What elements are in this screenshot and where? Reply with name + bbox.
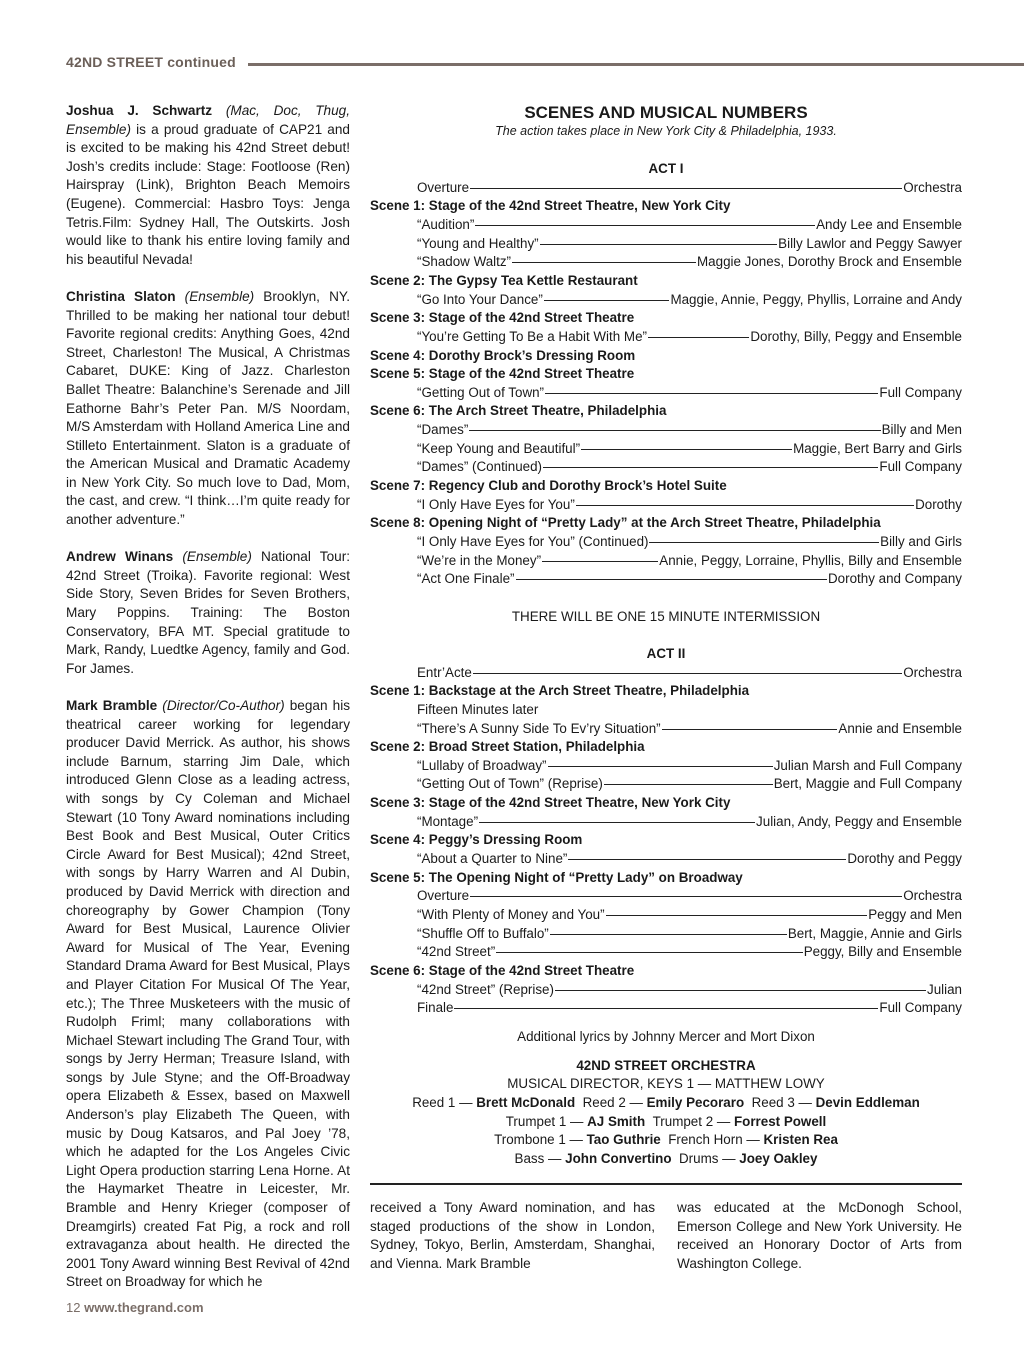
performers: Dorothy [915,496,962,512]
bio-text: is a proud graduate of CAP21 and is excited to be making his 42nd Street debut! Josh’s credits include: Stage: Footloose (Ren) Hairspray (Link), Brighton Beach Memoirs (Eugene). Commercial: Hasbro Toys: Jenga Tetris.Film: Sydney Hall, The Outskirts. Josh would like to thank his entire loving family and his beautiful Nevada! [66,121,350,267]
scene-heading: Scene 6: Stage of the 42nd Street Theatre [370,962,635,978]
musical-number [370,664,962,683]
leader-line [473,673,902,674]
orchestra-credits [370,1131,962,1150]
bio-role: (Director/Co-Author) [162,698,285,713]
bio-role: (Mac, Doc, Thug, Ensemble) [66,103,351,137]
song-title: “I Only Have Eyes for You” (Continued) [417,534,649,549]
song-title: “There’s A Sunny Side To Ev’ry Situation” [417,720,661,736]
performers: Andy Lee and Ensemble [816,217,962,232]
leader-line [548,766,773,767]
musician-name: Forrest Powell [733,1113,827,1129]
song-title: “We’re in the Money” [417,552,542,568]
performers: Bert, Maggie, Annie and Girls [787,925,962,941]
program-note: Additional lyrics by Johnny Mercer and Mort Dixon [517,1028,815,1044]
song-title: “Getting Out of Town” [417,384,545,400]
header-title: 42ND STREET continued [66,54,236,70]
musical-number [370,421,962,440]
performers: Peggy, Billy and Ensemble [803,944,962,960]
instrument-label: Reed 1 — [412,1094,477,1110]
scene-note: Fifteen Minutes later [417,701,539,717]
song-title: Overture [417,179,470,195]
musician-name: John Convertino [565,1150,672,1166]
scene-heading: Scene 3: Stage of the 42nd Street Theatre, New York City [370,795,731,811]
musical-number [370,328,962,347]
leader-line [649,542,879,543]
performers: Annie, Peggy, Lorraine, Phyllis, Billy and Ensemble [659,552,962,568]
bio-role: (Ensemble) [182,549,252,565]
instrument-label: Drums — [679,1150,740,1166]
performers: Billy and Girls [880,534,962,549]
bio-paragraph [66,102,350,269]
performers: Bert, Maggie and Full Company [773,776,962,792]
leader-line [544,300,670,301]
bio-text: National Tour: 42nd Street (Troika). Favorite regional: West Side Story, Seven Brides for Seven Brothers, Mary Poppins. Training: The Boston Conservatory, BFA MT. Special gratitude to Mark, Randy, Luedtke Agency, family and God. For James. [66,549,351,676]
song-title: “Montage” [417,813,479,829]
bio-name: Joshua J. Schwartz [66,103,213,118]
song-title: “Act One Finale” [417,571,515,587]
bio-name: Christina Slaton [66,288,176,304]
leader-line [496,952,803,953]
performers: Julian [927,981,962,997]
website-link[interactable]: www.thegrand.com [84,1300,204,1315]
leader-line [542,561,658,562]
scene-heading: Scene 2: Broad Street Station, Philadelphia [370,739,645,755]
song-title: “Lullaby of Broadway” [417,757,547,773]
leader-line [516,579,828,580]
musician-name: Joey Oakley [739,1150,818,1166]
song-title: “Dames” (Continued) [417,459,543,475]
bio-text: began his theatrical career working for legendary producer David Merrick. As author, his shows include Barnum, starring Jim Dale, which introduced Glenn Close as a leading actress, with songs by Cy Coleman and Michael Stewart (10 Tony Award nominations including Best Book and Best Musical, Outer Critics Circle Award for Best Musical); 42nd Street, with songs by Harry Warren and Al Dubin, produced by David Merrick with direction and choreography by Gower Champion (Tony Award for Best Musical, Laurence Olivier Award for Musical of The Year, Evening Standard Drama Award for Best Musical, Plays and Player Citation For Musical Of The Year, etc.); The Three Musketeers with the music of Rudolph Friml; many collaborations with Michael Stewart including The Grand Tour, with songs by Jerry Herman; Treasure Island, with songs by Jule Styne; and the Off-Broadway opera Elizabeth & Essex, based on Maxwell Anderson’s play Elizabeth The Queen, with music by Doug Katsaros, and Pal Joey ’78, which he adapted for the Los Angeles Civic Light Opera production starring Lena Horne. At the Haymarket Theatre in Leicester, Mr. Bramble and Henry Krieger (composer of Dreamgirls) created Fat Pig, a rock and roll extravaganza about health. He directed the 2001 Tony Award winning Best Revival of 42nd Street on Broadway for which he [66,698,351,1290]
performers: Billy Lawlor and Peggy Sawyer [778,235,962,251]
bio-text: Brooklyn, NY. Thrilled to be making her national tour debut! Favorite regional credits: Anything Goes, 42nd Street, Charleston! The Musical, A Christmas Cabaret, DUKE: King of Jazz. Charleston Ballet Theatre: Balanchine’s Serenade and Jill Eathorne Bahr’s Peter Pan. M/S Noordam, M/S Amsterdam with Holland America Line and Stilleto Entertainment. Slaton is a graduate of the American Musical and Dramatic Academy in New York City. So much love to Dad, Mom, the cast, and crew. “I think…I’m quite ready for another adventure.” [66,288,350,528]
bio-name: Mark Bramble [66,698,158,713]
leader-line [606,915,868,916]
act-heading: 42ND STREET ORCHESTRA [576,1057,756,1073]
act-heading: ACT II [646,645,686,661]
leader-line [543,467,878,468]
leader-line [470,896,902,897]
bio-paragraph [66,548,350,678]
song-title: “42nd Street” [417,944,496,960]
leader-line [475,225,815,226]
musical-number [370,216,962,235]
musician-name: Emily Pecoraro [646,1094,745,1110]
leader-line [454,1008,878,1009]
performers: Annie and Ensemble [838,720,962,736]
musical-number [370,496,962,515]
musical-number [370,384,962,403]
musical-number [370,999,962,1018]
song-title: Finale [417,1000,454,1016]
performers: Dorothy, Billy, Peggy and Ensemble [750,328,962,344]
program-note: THERE WILL BE ONE 15 MINUTE INTERMISSION [511,608,821,624]
song-title: “You’re Getting To Be a Habit With Me” [417,328,647,344]
song-title: “Audition” [417,217,475,232]
musical-number [370,235,962,254]
song-title: Entr’Acte [417,664,472,680]
orchestra-credits [370,1113,962,1132]
scene-heading: Scene 1: Backstage at the Arch Street Theatre, Philadelphia [370,683,750,699]
instrument-label: Reed 2 — [582,1094,647,1110]
song-title: “Getting Out of Town” (Reprise) [417,776,603,792]
performers: Dorothy and Company [828,571,962,587]
leader-line [512,262,696,263]
musical-number [370,850,962,869]
musical-number [370,533,962,552]
performers: Maggie, Annie, Peggy, Phyllis, Lorraine and Andy [670,291,962,307]
leader-line [469,430,880,431]
song-title: “About a Quarter to Nine” [417,851,568,866]
leader-line [576,505,914,506]
performers: Dorothy and Peggy [847,851,962,866]
scene-heading: Scene 8: Opening Night of “Pretty Lady” at the Arch Street Theatre, Philadelphia [370,515,881,531]
performers: Billy and Men [881,422,962,438]
performers: Orchestra [903,664,962,680]
scene-heading: Scene 4: Dorothy Brock’s Dressing Room [370,347,636,363]
scenes-title: SCENES AND MUSICAL NUMBERS [524,103,808,122]
scene-heading: Scene 6: The Arch Street Theatre, Philadelphia [370,403,667,419]
musical-number [370,813,962,832]
performers: Julian, Andy, Peggy and Ensemble [756,813,962,829]
musician-name: Brett McDonald [476,1094,576,1110]
performers: Orchestra [903,179,962,195]
scene-heading: Scene 5: The Opening Night of “Pretty Lady” on Broadway [370,869,743,885]
leader-line [604,784,773,785]
scene-heading: Scene 3: Stage of the 42nd Street Theatre [370,310,635,326]
leader-line [470,188,902,189]
bio-paragraph [66,288,350,530]
scenes-subtitle: The action takes place in New York City & Philadelphia, 1933. [495,124,837,138]
musical-number [370,943,962,962]
leader-line [648,337,749,338]
scene-heading: Scene 2: The Gypsy Tea Kettle Restaurant [370,272,638,288]
performers: Full Company [879,384,962,400]
leader-line [479,822,755,823]
musical-number [370,253,962,272]
scene-heading: Scene 5: Stage of the 42nd Street Theatre [370,366,635,382]
bio-name: Andrew Winans [66,549,174,565]
instrument-label: French Horn — [668,1132,764,1148]
bottom-column-right: was educated at the McDonogh School, Emerson College and New York University. He received an Honorary Doctor of Arts from Washington College. [677,1200,962,1271]
leader-line [568,859,846,860]
instrument-label: Trumpet 2 — [652,1113,734,1129]
orchestra-credits [370,1094,962,1113]
song-title: “Shuffle Off to Buffalo” [417,925,549,941]
performers: Orchestra [903,888,962,904]
song-title: “42nd Street” (Reprise) [417,981,554,997]
musical-number [370,757,962,776]
leader-line [581,449,792,450]
section-divider [370,1183,962,1185]
bio-paragraph [66,697,350,1292]
instrument-label: Bass — [514,1150,566,1166]
bios-column [66,102,350,1311]
song-title: Overture [417,888,470,904]
leader-line [555,990,926,991]
performers: Full Company [879,459,962,475]
page-number: 12 [66,1300,81,1315]
musical-number [370,179,962,198]
song-title: “Keep Young and Beautiful” [417,440,581,456]
song-title: “I Only Have Eyes for You” [417,496,575,512]
musical-number [370,906,962,925]
act-heading: ACT I [648,161,684,176]
musical-number [370,775,962,794]
musical-number [370,981,962,1000]
musician-name: Tao Guthrie [586,1132,661,1148]
song-title: “Dames” [417,422,469,438]
musical-number [370,887,962,906]
instrument-label: Reed 3 — [751,1094,816,1110]
scene-heading: Scene 4: Peggy’s Dressing Room [370,832,583,848]
performers: Maggie, Bert Barry and Girls [793,440,962,456]
orchestra-credits [370,1150,962,1169]
instrument-label: Trumpet 1 — [505,1113,588,1129]
musical-number [370,440,962,459]
leader-line [545,393,878,394]
bottom-column-left: received a Tony Award nomination, and has staged productions of the show in London, Sydney, Tokyo, Berlin, Amsterdam, Shanghai, and Vienna. Mark Bramble [370,1200,655,1271]
musical-number [370,552,962,571]
musical-number [370,291,962,310]
performers: Full Company [879,1000,962,1016]
musical-number [370,570,962,589]
header-rule [248,63,1024,66]
song-title: “Young and Healthy” [417,235,539,251]
musician-name: Kristen Rea [763,1132,838,1148]
scene-heading: Scene 7: Regency Club and Dorothy Brock’s Hotel Suite [370,478,727,493]
performers: Peggy and Men [868,907,962,922]
leader-line [550,934,787,935]
leader-line [540,244,778,245]
page-footer [66,1300,204,1315]
instrument-label: Trombone 1 — [494,1132,587,1148]
page-header [66,54,1024,76]
song-title: “Shadow Waltz” [417,254,512,270]
musical-number [370,458,962,477]
song-title: “Go Into Your Dance” [417,291,543,307]
musical-number [370,925,962,944]
performers: Julian Marsh and Full Company [773,757,962,773]
song-title: “With Plenty of Money and You” [417,907,605,922]
leader-line [662,729,838,730]
musical-number [370,720,962,739]
musician-name: Devin Eddleman [815,1094,920,1110]
bio-role: (Ensemble) [184,288,255,304]
program-note: MUSICAL DIRECTOR, KEYS 1 — MATTHEW LOWY [507,1076,825,1092]
musician-name: AJ Smith [587,1113,646,1129]
performers: Maggie Jones, Dorothy Brock and Ensemble [697,254,962,270]
scene-heading: Scene 1: Stage of the 42nd Street Theatre, New York City [370,198,731,214]
